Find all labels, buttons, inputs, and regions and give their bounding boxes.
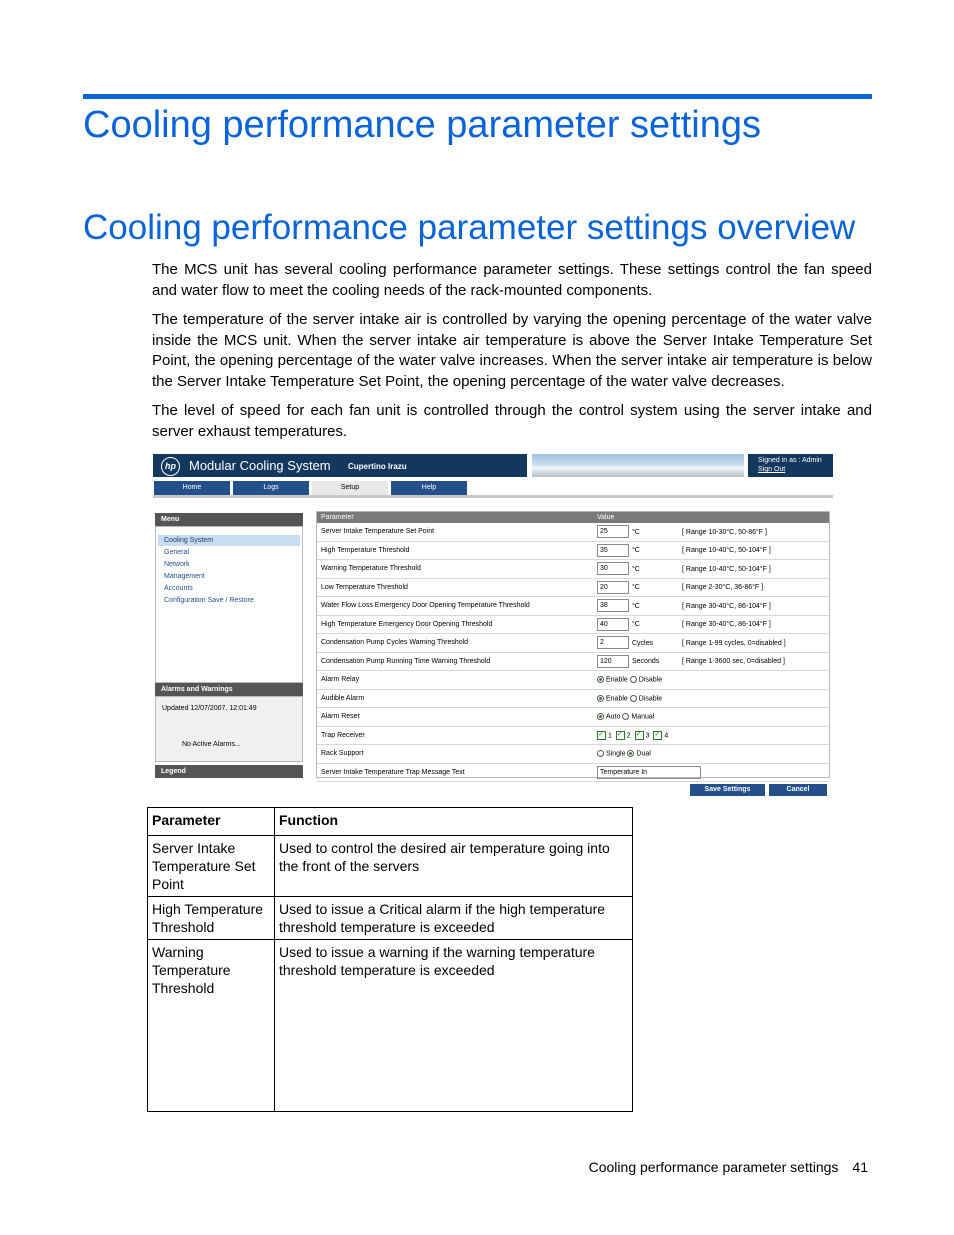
- table-header-parameter: Parameter: [148, 808, 275, 836]
- param-label: Low Temperature Threshold: [317, 578, 593, 597]
- table-cell-function: Used to control the desired air temperature going into the front of the servers: [275, 836, 633, 897]
- param-unit: °C: [632, 584, 640, 592]
- param-range: [ Range 10-30°C, 50-86°F ]: [682, 528, 767, 536]
- paragraph-intro: The MCS unit has several cooling performance parameter settings. These settings control the fan speed and water flow to meet the cooling needs of the rack-mounted components.: [152, 261, 872, 299]
- param-unit: Cycles: [632, 639, 654, 647]
- title-rule: [83, 94, 872, 99]
- table-row: [148, 836, 633, 897]
- param-input[interactable]: 120: [597, 655, 629, 668]
- radio-disable[interactable]: [630, 676, 637, 683]
- param-row: [317, 671, 829, 690]
- param-label: Server Intake Temperature Set Point: [317, 523, 593, 541]
- tab-setup[interactable]: Setup: [312, 481, 388, 495]
- param-row: [317, 708, 829, 727]
- param-input[interactable]: 38: [597, 599, 629, 612]
- option-enable: Enable: [606, 676, 628, 684]
- mcs-screenshot: [153, 454, 833, 800]
- alarms-header: Alarms and Warnings: [155, 683, 303, 696]
- page-footer: [575, 1159, 868, 1175]
- param-label: Server Intake Temperature Trap Message Text: [317, 763, 593, 782]
- menu-list: [155, 526, 303, 683]
- param-label: High Temperature Threshold: [317, 541, 593, 560]
- footer-section: Cooling performance parameter settings: [588, 1159, 839, 1175]
- param-label: Rack Support: [317, 745, 593, 764]
- table-cell-parameter: Warning Temperature Threshold: [148, 940, 275, 1112]
- param-row: [317, 615, 829, 634]
- checkbox-4[interactable]: ✓: [653, 731, 662, 740]
- sign-out-link[interactable]: Sign Out: [758, 466, 786, 473]
- alarms-panel: [155, 696, 303, 762]
- param-label: Warning Temperature Threshold: [317, 560, 593, 579]
- param-label: Audible Alarm: [317, 689, 593, 708]
- param-row: [317, 560, 829, 579]
- param-unit: °C: [632, 547, 640, 555]
- checkbox-2[interactable]: ✓: [616, 731, 625, 740]
- parameter-panel: [316, 511, 830, 778]
- param-row: [317, 578, 829, 597]
- param-label: Alarm Reset: [317, 708, 593, 727]
- table-cell-function: Used to issue a Critical alarm if the high temperature threshold temperature is exceeded: [275, 897, 633, 940]
- table-header-function: Function: [275, 808, 633, 836]
- menu-item-cooling-system[interactable]: Cooling System: [158, 535, 300, 546]
- radio-dual-selected[interactable]: [627, 750, 634, 757]
- menu-item-network[interactable]: Network: [164, 561, 190, 568]
- menu-item-accounts[interactable]: Accounts: [164, 585, 193, 592]
- param-row: [317, 634, 829, 653]
- hp-logo: hp: [161, 457, 180, 476]
- tab-help[interactable]: Help: [391, 481, 467, 495]
- paragraph-water-valve: The temperature of the server intake air is controlled by varying the opening percentage of the water valve inside the MCS unit. When the server intake air temperature is above the Server Intake Temperature Set Point, the opening percentage of the water valve increases. When the server intake air temperature is below the Server Intake Temperature Set Point, the opening percentage of the water valve decreases.: [152, 311, 872, 391]
- param-input[interactable]: 30: [597, 562, 629, 575]
- table-cell-parameter: High Temperature Threshold: [148, 897, 275, 940]
- param-unit: °C: [632, 528, 640, 536]
- radio-enable-selected[interactable]: [597, 676, 604, 683]
- alarms-updated: Updated 12/07/2007, 12:01:49: [162, 705, 257, 712]
- menu-item-general[interactable]: General: [164, 549, 189, 556]
- param-label: Condensation Pump Cycles Warning Threshold: [317, 634, 593, 653]
- param-row: [317, 523, 829, 541]
- param-input[interactable]: 2: [597, 636, 629, 649]
- table-row: [148, 940, 633, 1112]
- param-row: [317, 597, 829, 616]
- radio-disable[interactable]: [630, 695, 637, 702]
- radio-manual[interactable]: [622, 713, 629, 720]
- col-value: Value: [593, 512, 829, 523]
- param-unit: °C: [632, 602, 640, 610]
- option-manual: Manual: [631, 713, 655, 721]
- radio-enable-selected[interactable]: [597, 695, 604, 702]
- param-label: Water Flow Loss Emergency Door Opening Temperature Threshold: [317, 597, 593, 616]
- save-settings-button[interactable]: Save Settings: [690, 784, 765, 796]
- param-range: [ Range 1-99 cycles, 0=disabled ]: [682, 639, 786, 647]
- option-single: Single: [606, 750, 626, 758]
- tab-logs[interactable]: Logs: [233, 481, 309, 495]
- parameter-table: [317, 512, 829, 782]
- param-input[interactable]: 25: [597, 525, 629, 538]
- site-name: Cupertino Irazu: [348, 462, 407, 471]
- param-row: [317, 689, 829, 708]
- radio-auto-selected[interactable]: [597, 713, 604, 720]
- param-label: Condensation Pump Running Time Warning Threshold: [317, 652, 593, 671]
- checkbox-label: 4: [664, 732, 669, 740]
- param-label: Trap Receiver: [317, 726, 593, 745]
- table-cell-parameter: Server Intake Temperature Set Point: [148, 836, 275, 897]
- option-enable: Enable: [606, 694, 628, 702]
- app-title: Modular Cooling System: [189, 458, 331, 473]
- radio-single[interactable]: [597, 750, 604, 757]
- signed-in-label: Signed in as : Admin: [758, 457, 822, 464]
- col-parameter: Parameter: [317, 512, 593, 523]
- tab-bar: [153, 481, 833, 498]
- paragraph-fan-speed: The level of speed for each fan unit is controlled through the control system using the server intake and server exhaust temperatures.: [152, 402, 872, 440]
- param-range: [ Range 2-30°C, 36-86°F ]: [682, 584, 764, 592]
- param-unit: °C: [632, 621, 640, 629]
- page-number: 41: [852, 1159, 868, 1175]
- param-range: [ Range 1-3600 sec, 0=disabled ]: [682, 658, 785, 666]
- parameter-function-table: [147, 807, 633, 1112]
- checkbox-label: 2: [626, 732, 631, 740]
- param-range: [ Range 30-40°C, 86-104°F ]: [682, 602, 771, 610]
- option-disable: Disable: [638, 676, 663, 684]
- param-label: Alarm Relay: [317, 671, 593, 690]
- table-cell-function: Used to issue a warning if the warning temperature threshold temperature is exceeded: [275, 940, 633, 1112]
- page-title: Cooling performance parameter settings: [83, 104, 762, 146]
- param-row: [317, 763, 829, 782]
- param-unit: Seconds: [632, 658, 660, 666]
- param-input[interactable]: 40: [597, 618, 629, 631]
- tab-home[interactable]: Home: [154, 481, 230, 495]
- mountain-banner-image: [532, 454, 744, 477]
- checkbox-1[interactable]: ✓: [597, 731, 606, 740]
- param-range: [ Range 30-40°C, 86-104°F ]: [682, 621, 771, 629]
- menu-item-config-save-restore[interactable]: Configuration Save / Restore: [164, 597, 254, 604]
- menu-header: Menu: [155, 513, 303, 526]
- param-row: [317, 652, 829, 671]
- param-row: [317, 541, 829, 560]
- cancel-button[interactable]: Cancel: [769, 784, 827, 796]
- param-range: [ Range 10-40°C, 50-104°F ]: [682, 565, 771, 573]
- option-disable: Disable: [638, 694, 663, 702]
- section-heading: Cooling performance parameter settings overview: [83, 208, 856, 247]
- param-row: [317, 726, 829, 745]
- checkbox-label: 3: [645, 732, 650, 740]
- app-header: [153, 454, 527, 477]
- legend-header[interactable]: Legend: [155, 765, 303, 778]
- signin-box: [748, 454, 833, 477]
- param-label: High Temperature Emergency Door Opening Threshold: [317, 615, 593, 634]
- param-range: [ Range 10-40°C, 50-104°F ]: [682, 547, 771, 555]
- checkbox-label: 1: [608, 732, 612, 740]
- checkbox-3[interactable]: ✓: [635, 731, 644, 740]
- param-row: [317, 745, 829, 764]
- sidebar: [155, 513, 303, 777]
- trap-message-input[interactable]: Temperature In: [597, 766, 701, 779]
- param-unit: °C: [632, 565, 640, 573]
- no-alarms-text: No Active Alarms...: [182, 741, 241, 748]
- menu-item-management[interactable]: Management: [164, 573, 205, 580]
- param-input[interactable]: 20: [597, 581, 629, 594]
- param-input[interactable]: 35: [597, 544, 629, 557]
- option-auto: Auto: [606, 713, 621, 721]
- option-dual: Dual: [636, 750, 651, 758]
- table-row: [148, 897, 633, 940]
